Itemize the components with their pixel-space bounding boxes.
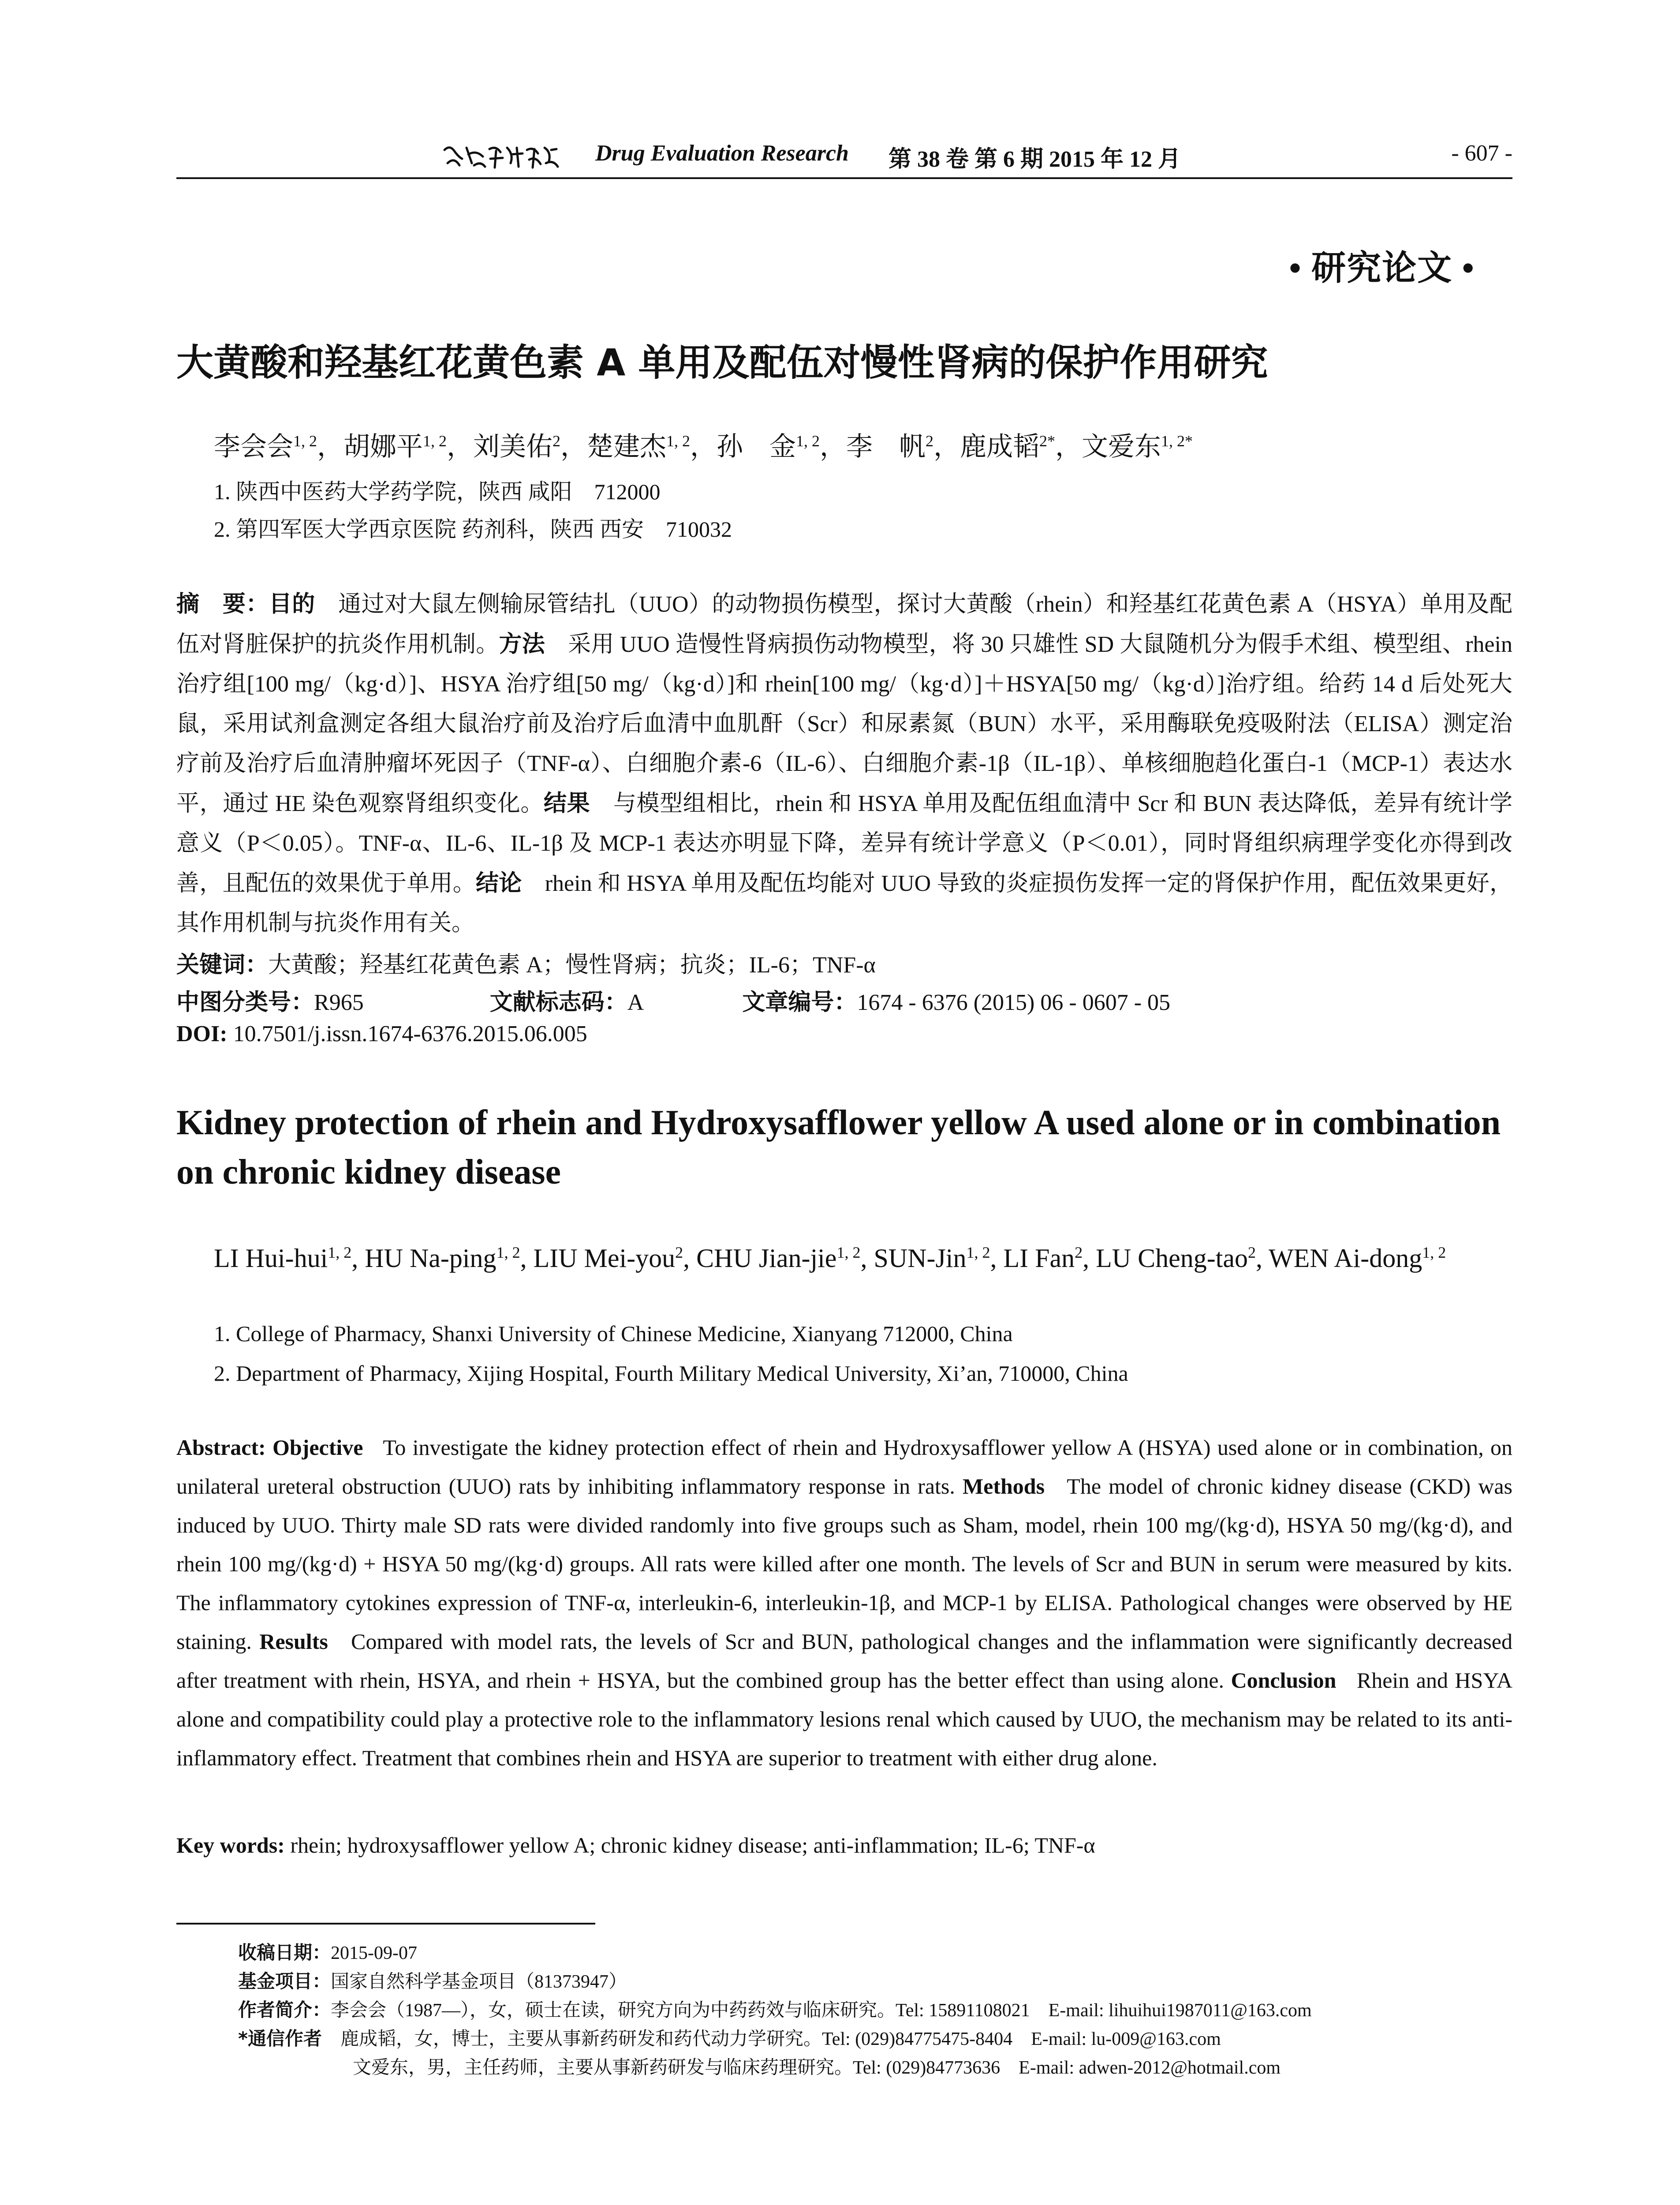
abstract-en-conclusion: Rhein and HSYA alone and compatibility could play a protective role to the inflammatory lesions renal which caused by UUO, the mechanism may be related to its anti-inflammatory effect. Treatment that combines rhein and HSYA are superior to treatment with either drug alone. [176, 1668, 1513, 1770]
author-name: 李 帆 [846, 432, 926, 461]
author-name: HU Na-ping [365, 1244, 497, 1273]
author-affiliation-mark: 1, 2 [1422, 1244, 1446, 1261]
keywords-en [176, 1832, 1512, 1858]
author-affiliation-mark: 1, 2 [293, 432, 317, 450]
authors-cn [214, 426, 1193, 463]
journal-name: Drug Evaluation Research [595, 141, 849, 166]
author-affiliation-mark: 1, 2 [496, 1244, 520, 1261]
author-affiliation-mark: 1, 2 [796, 432, 820, 450]
author-bio-label: 作者简介： [238, 1999, 331, 2021]
author-affiliation-mark: 2 [926, 432, 933, 450]
article-no-label: 文章编号： [742, 989, 857, 1016]
abstract-en-label: Abstract: [176, 1435, 266, 1460]
footnote-correspondence [238, 2024, 1221, 2051]
abstract-en-methods-label: Methods [962, 1474, 1045, 1499]
keywords-cn [176, 946, 876, 979]
author-name: LI Fan [1003, 1244, 1075, 1273]
author-affiliation-mark: 2 [1248, 1244, 1256, 1261]
title-cn: 大黄酸和羟基红花黄色素 A 单用及配伍对慢性肾病的保护作用研究 [176, 341, 1268, 384]
author-affiliation-mark: 1, 2 [328, 1244, 352, 1261]
header-rule [176, 177, 1512, 179]
received-date: 2015-09-07 [331, 1943, 417, 1963]
author-separator: ， [690, 432, 717, 461]
running-header [176, 138, 1512, 177]
author-separator: ， [560, 432, 587, 461]
journal-logo [441, 141, 560, 172]
abstract-cn-methods: 采用 UUO 造慢性肾病损伤动物模型，将 30 只雄性 SD 大鼠随机分为假手术组、模型组、rhein 治疗组[100 mg/（kg·d）]、HSYA 治疗组[50 mg/（kg·d）]和 rhein[100 mg/（kg·d）]＋HSYA[50 mg/（kg·d）]治疗组。给药 14 d 后处死大鼠，采用试剂盒测定各组大鼠治疗前及治疗后血清中血肌酐（Scr）和尿素氮（BUN）水平，采用酶联免疫吸附法（ELISA）测定治疗前及治疗后血清肿瘤坏死因子（TNF-α）、白细胞介素-6（IL-6）、白细胞介素-1β（IL-1β）、单核细胞趋化蛋白-1（MCP-1）表达水平，通过 HE 染色观察肾组织变化。 [176, 632, 1512, 816]
author-name: 孙 金 [717, 432, 796, 461]
author-affiliation-mark: 2 [1075, 1244, 1083, 1261]
doi-line [176, 1021, 587, 1047]
authors-en [214, 1233, 1471, 1278]
author-separator: , [1083, 1244, 1096, 1273]
doi-value[interactable]: 10.7501/j.issn.1674-6376.2015.06.005 [233, 1021, 587, 1046]
doc-code-value: A [627, 990, 643, 1015]
abstract-cn-objective: 通过对大鼠左侧输尿管结扎（UUO）的动物损伤模型，探讨大黄酸（rhein）和羟基红花黄色素 A（HSYA）单用及配伍对肾脏保护的抗炎作用机制。 [176, 592, 1512, 657]
doc-code-label: 文献标志码： [489, 989, 627, 1016]
footnote-received [238, 1938, 417, 1965]
footnote-correspondence-2 [353, 2053, 1281, 2079]
author-separator: , [520, 1244, 534, 1273]
author-affiliation-mark: 1, 2 [966, 1244, 990, 1261]
footnote-fund [238, 1967, 627, 1993]
abstract-en-objective: To investigate the kidney protection effect of rhein and Hydroxysafflower yellow A (HSYA) used alone or in combination, on unilateral ureteral obstruction (UUO) rats by inhibiting inflammatory response in rats. [176, 1435, 1513, 1499]
abstract-cn [176, 584, 1512, 943]
author-name: 文爱东 [1082, 432, 1161, 461]
keywords-cn-text: 大黄酸；羟基红花黄色素 A；慢性肾病；抗炎；IL-6；TNF-α [268, 953, 876, 978]
author-bio-text: 李会会（1987—），女，硕士在读，研究方向为中药药效与临床研究。Tel: 15891108021 E-mail: lihuihui1987011@163.com [331, 2000, 1312, 2021]
author-affiliation-mark: 2 [675, 1244, 683, 1261]
author-affiliation-mark: 2* [1039, 432, 1055, 450]
title-en: Kidney protection of rhein and Hydroxysafflower yellow A used alone or in combination on chronic kidney disease [176, 1103, 1501, 1192]
author-name: 李会会 [214, 432, 293, 461]
article-no-value: 1674 - 6376 (2015) 06 - 0607 - 05 [857, 990, 1171, 1015]
author-separator: ， [933, 432, 960, 461]
author-name: 胡娜平 [343, 432, 423, 461]
author-name: LU Cheng-tao [1096, 1244, 1248, 1273]
author-separator: ， [820, 432, 846, 461]
abstract-en-methods: The model of chronic kidney disease (CKD) was induced by UUO. Thirty male SD rats were divided randomly into five groups such as Sham, model, rhein 100 mg/(kg·d), HSYA 50 mg/(kg·d), and rhein 100 mg/(kg·d) + HSYA 50 mg/(kg·d) groups. All rats were killed after one month. The levels of Scr and BUN in serum were measured by kits. The inflammatory cytokines expression of TNF-α, interleukin-6, interleukin-1β, and MCP-1 by ELISA. Pathological changes were observed by HE staining. [176, 1474, 1513, 1654]
fund-text: 国家自然科学基金项目（81373947） [331, 1972, 627, 1992]
author-separator: , [683, 1244, 697, 1273]
corr-author-2: 文爱东，男，主任药师，主要从事新药研发与临床药理研究。Tel: (029)84773636 E-mail: adwen-2012@hotmail.com [353, 2058, 1281, 2078]
author-separator: , [1256, 1244, 1269, 1273]
affiliation-en-2: 2. Department of Pharmacy, Xijing Hospital, Fourth Military Medical University, Xi’an, 710000, China [214, 1361, 1128, 1386]
keywords-en-label: Key words: [176, 1833, 285, 1857]
author-name: LI Hui-hui [214, 1244, 328, 1273]
author-name: LIU Mei-you [533, 1244, 676, 1273]
author-name: CHU Jian-jie [696, 1244, 837, 1273]
author-separator: ， [447, 432, 473, 461]
fund-label: 基金项目： [238, 1970, 331, 1992]
abstract-cn-conclusion-label: 结论 [476, 870, 522, 897]
abstract-cn-objective-label: 目的 [269, 591, 315, 617]
author-affiliation-mark: 2 [553, 432, 560, 450]
clc-value: R965 [314, 990, 364, 1015]
keywords-cn-label: 关键词： [176, 952, 269, 978]
corr-author-1: 鹿成韬，女，博士，主要从事新药研发和药代动力学研究。Tel: (029)84775475-8404 E-mail: lu-009@163.com [340, 2029, 1221, 2049]
author-name: WEN Ai-dong [1268, 1244, 1422, 1273]
corr-label: *通信作者 [238, 2028, 322, 2049]
author-name: 刘美佑 [473, 432, 553, 461]
author-separator: , [351, 1244, 365, 1273]
keywords-en-text: rhein; hydroxysafflower yellow A; chronic kidney disease; anti-inflammation; IL-6; TNF-α [290, 1833, 1095, 1857]
author-name: SUN-Jin [874, 1244, 967, 1273]
column-tag: • 研究论文 • [1289, 249, 1475, 287]
received-label: 收稿日期： [238, 1942, 331, 1963]
page-number: - 607 - [1451, 141, 1512, 166]
author-separator: ， [1055, 432, 1082, 461]
author-affiliation-mark: 1, 2 [836, 1244, 861, 1261]
affiliation-en-1: 1. College of Pharmacy, Shanxi University of Chinese Medicine, Xianyang 712000, China [214, 1321, 1013, 1346]
abstract-cn-conclusion: rhein 和 HSYA 单用及配伍均能对 UUO 导致的炎症损伤发挥一定的肾保护作用，配伍效果更好，其作用机制与抗炎作用有关。 [176, 871, 1512, 936]
doi-label: DOI: [176, 1021, 228, 1046]
author-name: 楚建杰 [587, 432, 666, 461]
abstract-cn-methods-label: 方法 [499, 631, 545, 658]
author-separator: , [860, 1244, 874, 1273]
abstract-en-results: Compared with model rats, the levels of Scr and BUN, pathological changes and the inflammation were significantly decreased after treatment with rhein, HSYA, and rhein + HSYA, but the combined group has the better effect than using alone. [176, 1629, 1512, 1693]
affiliation-cn-2: 2. 第四军医大学西京医院 药剂科，陕西 西安 710032 [214, 517, 732, 542]
author-name: 鹿成韬 [960, 432, 1039, 461]
classification-line [176, 983, 1170, 1017]
abstract-en-conclusion-label: Conclusion [1231, 1668, 1337, 1693]
author-affiliation-mark: 1, 2* [1161, 432, 1193, 450]
footnote-author [238, 1996, 1312, 2022]
author-separator: ， [317, 432, 343, 461]
author-affiliation-mark: 1, 2 [423, 432, 447, 450]
abstract-en [176, 1428, 1512, 1777]
author-separator: , [990, 1244, 1004, 1273]
clc-label: 中图分类号： [176, 989, 314, 1016]
footnote-rule [176, 1923, 595, 1925]
abstract-cn-results: 与模型组相比，rhein 和 HSYA 单用及配伍组血清中 Scr 和 BUN 表达降低，差异有统计学意义（P＜0.05）。TNF-α、IL-6、IL-1β 及 MCP-1 表达亦明显下降，差异有统计学意义（P＜0.01），同时肾组织病理学变化亦得到改善，且配伍的效果优于单用。 [176, 791, 1512, 896]
affiliation-cn-1: 1. 陕西中医药大学药学院，陕西 咸阳 712000 [214, 479, 661, 504]
abstract-en-results-label: Results [259, 1629, 328, 1654]
abstract-cn-results-label: 结果 [544, 790, 590, 817]
abstract-en-objective-label: Objective [272, 1435, 363, 1460]
issue-info: 第 38 卷 第 6 期 2015 年 12 月 [889, 147, 1181, 172]
abstract-cn-label: 摘 要： [176, 591, 269, 617]
author-affiliation-mark: 1, 2 [666, 432, 690, 450]
